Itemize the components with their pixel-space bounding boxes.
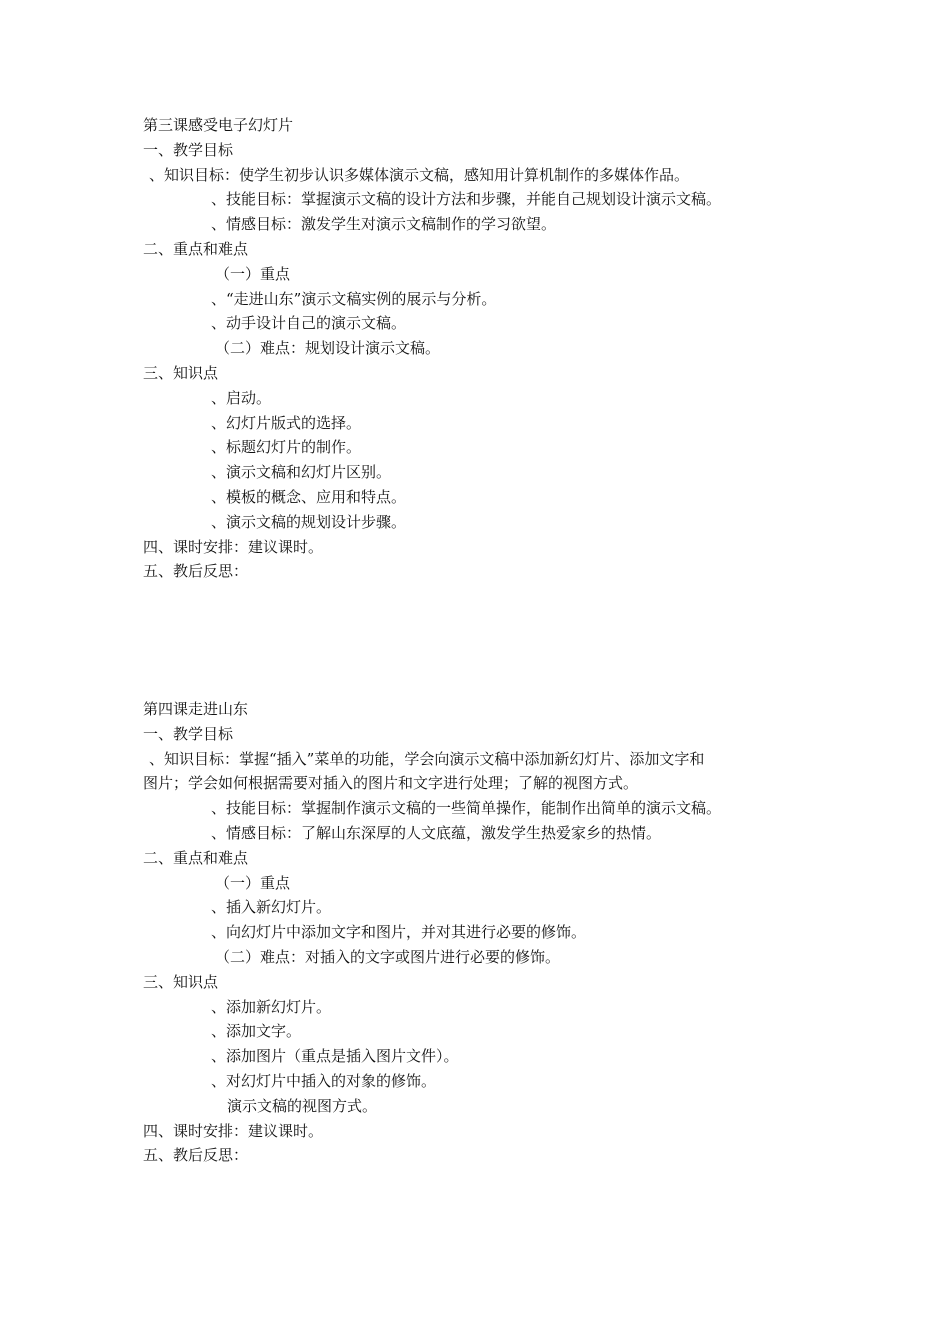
knowledge-point-item: 、幻灯片版式的选择。 [211,413,362,432]
knowledge-point-item: 、添加图片（重点是插入图片文件）。 [211,1047,459,1066]
teaching-goals-heading: 一、教学目标 [143,724,234,743]
teaching-goals-heading: 一、教学目标 [143,140,234,159]
knowledge-point-item: 、添加文字。 [211,1022,302,1041]
knowledge-point-item: 、演示文稿和幻灯片区别。 [211,463,392,482]
knowledge-point-item: 、模板的概念、应用和特点。 [211,487,407,506]
lesson-4-title: 第四课走进山东 [143,700,249,718]
knowledge-point-item: 、添加新幻灯片。 [211,997,332,1016]
key-point-item: 、插入新幻灯片。 [211,898,332,917]
knowledge-point-item: 演示文稿的视图方式。 [227,1096,378,1115]
lesson-3-section [143,113,808,584]
key-difficulty-heading: 二、重点和难点 [143,848,249,867]
difficulty-line: （二）难点：对插入的文字或图片进行必要的修饰。 [215,947,561,966]
lesson-3-title: 第三课感受电子幻灯片 [143,116,294,134]
key-points-subheading: （一）重点 [215,264,291,283]
skill-goal: 、技能目标：掌握演示文稿的设计方法和步骤，并能自己规划设计演示文稿。 [211,190,722,209]
knowledge-points-heading: 三、知识点 [143,972,219,991]
schedule-line: 四、课时安排：建议课时。 [143,537,324,556]
knowledge-point-item: 、启动。 [211,388,272,407]
reflection-line: 五、教后反思： [143,1146,249,1165]
knowledge-goal: 、知识目标：使学生初步认识多媒体演示文稿，感知用计算机制作的多媒体作品。 [149,165,690,184]
schedule-line: 四、课时安排：建议课时。 [143,1121,324,1140]
skill-goal: 、技能目标：掌握制作演示文稿的一些简单操作，能制作出简单的演示文稿。 [211,799,722,818]
key-point-item: 、向幻灯片中添加文字和图片，并对其进行必要的修饰。 [211,923,587,942]
knowledge-points-heading: 三、知识点 [143,363,219,382]
knowledge-point-item: 、对幻灯片中插入的对象的修饰。 [211,1071,437,1090]
knowledge-goal: 、知识目标：掌握“插入”菜单的功能，学会向演示文稿中添加新幻灯片、添加文字和 [149,749,705,768]
key-difficulty-heading: 二、重点和难点 [143,239,249,258]
difficulty-line: （二）难点：规划设计演示文稿。 [215,339,441,358]
knowledge-point-item: 、标题幻灯片的制作。 [211,438,362,457]
emotion-goal: 、情感目标：了解山东深厚的人文底蕴，激发学生热爱家乡的热情。 [211,823,662,842]
reflection-line: 五、教后反思： [143,562,249,581]
knowledge-point-item: 、演示文稿的规划设计步骤。 [211,512,407,531]
key-point-item: 、“走进山东”演示文稿实例的展示与分析。 [211,289,497,308]
knowledge-goal-continued: 图片；学会如何根据需要对插入的图片和文字进行处理；了解的视图方式。 [143,774,639,793]
key-point-item: 、动手设计自己的演示文稿。 [211,314,407,333]
emotion-goal: 、情感目标：激发学生对演示文稿制作的学习欲望。 [211,215,557,234]
lesson-4-section [143,697,808,1168]
key-points-subheading: （一）重点 [215,873,291,892]
